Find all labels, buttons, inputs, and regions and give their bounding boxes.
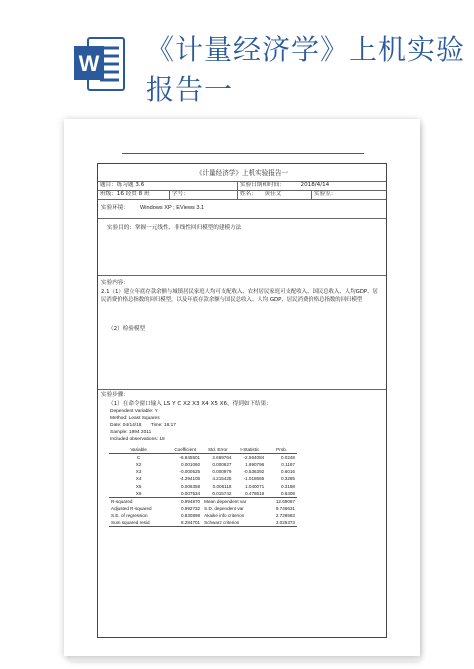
table-row [109,475,297,482]
dependent-variable: Dependent Variable: Y [110,409,158,414]
t-statistic-cell: 0.478616 [245,490,265,496]
environment-value: Windows XP ; EViews 3.1 [140,205,205,211]
prob-cell: 0.1167 [281,462,295,468]
stat-label: Sum squared resid [109,519,168,527]
class-value: 16 经贸 8 班 [116,191,150,197]
table-row [109,483,297,490]
std-error-cell: 0.000627 [212,462,232,468]
report-title: 《计量经济学》上机实验报告一 [195,170,289,177]
coefficient-cell: 0.007534 [180,490,201,496]
step1-text: （1）在命令窗口输入 LS Y C X2 X3 X4 X5 X6，得到如下结果： [108,401,272,407]
table-row [109,454,297,462]
stats-row [109,519,297,527]
table-row [109,490,297,498]
header-variable: Variable [109,446,168,454]
prob-cell: 0.0248 [280,455,295,460]
course-label: 题目： [100,182,117,188]
name-value: 黄佳文 [264,191,282,197]
prob-cell: 0.6408 [280,490,295,496]
svg-text:W: W [78,51,100,76]
steps-label: 实验步骤： [101,392,129,398]
std-error-cell: 2.669764 [212,455,232,460]
stat-label: Akaike info criterion [204,513,245,519]
purpose-text: 实验目的：掌握一元线性、非线性回归模型的建模方法 [107,225,242,231]
stats-row [109,497,297,505]
run-date: Date: 04/14/18 [110,423,142,428]
coefficient-cell: -0.000525 [179,469,201,475]
prob-cell: 0.6016 [280,469,295,475]
table-row [109,468,297,475]
stat-value: 3.025373 [266,519,297,527]
stat-value: 9.746631 [275,505,295,511]
stat-value: 12.69067 [266,497,297,505]
date-value: 2018/4/14 [300,182,330,188]
id-label: 学号： [172,191,189,197]
stat-value: 0.992732 [180,505,201,511]
class-label: 班级： [100,191,117,197]
report-title-row [98,164,386,182]
course-row [98,182,386,191]
header-prob: Prob. [266,446,297,454]
variable-cell: C [136,455,141,460]
coefficient-cell: 0.006358 [180,483,201,489]
content-label: 实验内容： [101,280,129,286]
header-t-statistic: t-Statistic [233,446,266,454]
report-table [97,163,387,638]
method: Method: Least Squares [110,416,160,421]
t-statistic-cell: -1.018665 [243,476,265,482]
observations: Included observations: 18 [110,437,165,442]
header-rule [122,153,364,154]
t-statistic-cell: 1.690796 [245,462,265,468]
content-item2: （2）检验模型 [108,326,146,332]
stat-value: 2.728583 [275,513,295,519]
student-row [98,191,386,200]
variable-cell: X3 [135,469,142,475]
environment-row [98,200,386,219]
date-label: 实验日期和时间： [240,182,285,188]
stat-value: 8.284701 [168,519,202,527]
course-value: 练习题 3.6 [116,182,145,188]
std-error-cell: 0.000979 [212,469,232,475]
stat-label: S.D. dependent var [204,505,244,511]
stat-label: R-squared [109,497,168,505]
page-title: 《计量经济学》上机实验报告一 [146,33,466,106]
regression-table [109,446,297,527]
stat-value: 0.830898 [180,513,201,519]
name-label: 姓名： [240,191,257,197]
content-text: 2.1（1）建立年底存款余额与城镇居民家庭人均可支配收入、农村居民家庭可支配收入、国民总收入、人均GDP、居民消费价格总指数的回归模型，以及年底存款余额与国民总收入、人均 GDP、居民消费价格总指数的回归模型 [101,289,378,304]
purpose-row [98,219,386,276]
t-statistic-cell: 1.040071 [245,483,265,489]
stat-label: Schwarz criterion [202,519,266,527]
run-time: Time: 16:17 [150,423,176,428]
coefficient-cell: 0.001060 [180,462,201,468]
prob-cell: 0.3285 [280,476,295,482]
std-error-cell: 0.015742 [212,490,232,496]
std-error-cell: 0.006118 [212,483,232,489]
word-document-icon [74,34,126,94]
table-row [109,461,297,468]
variable-cell: X2 [135,462,142,468]
stats-row [109,512,297,519]
header-std-error: Std. Error [202,446,233,454]
variable-cell: X5 [135,483,142,489]
t-statistic-cell: -0.536392 [243,469,265,475]
coefficient-cell: -4.294105 [179,476,201,482]
t-statistic-cell: -2.564084 [243,455,265,460]
coefficient-cell: -6.845501 [179,455,201,460]
stat-label: S.E. of regression [111,513,148,519]
stats-row [109,505,297,512]
regression-header [109,446,297,454]
stat-label: Mean dependent var [202,497,266,505]
variable-cell: X6 [135,490,142,496]
room-label: 实验室： [314,191,337,197]
environment-label: 实验环境： [101,205,129,211]
header-coefficient: Coefficient [168,446,202,454]
stat-value: 0.994870 [168,497,202,505]
stat-label: Adjusted R-squared [111,505,152,511]
std-error-cell: 4.215425 [212,476,232,482]
variable-cell: X4 [135,476,142,482]
sample-range: Sample: 1994 2011 [110,430,152,435]
content-row [98,276,386,390]
prob-cell: 0.3188 [280,483,295,489]
